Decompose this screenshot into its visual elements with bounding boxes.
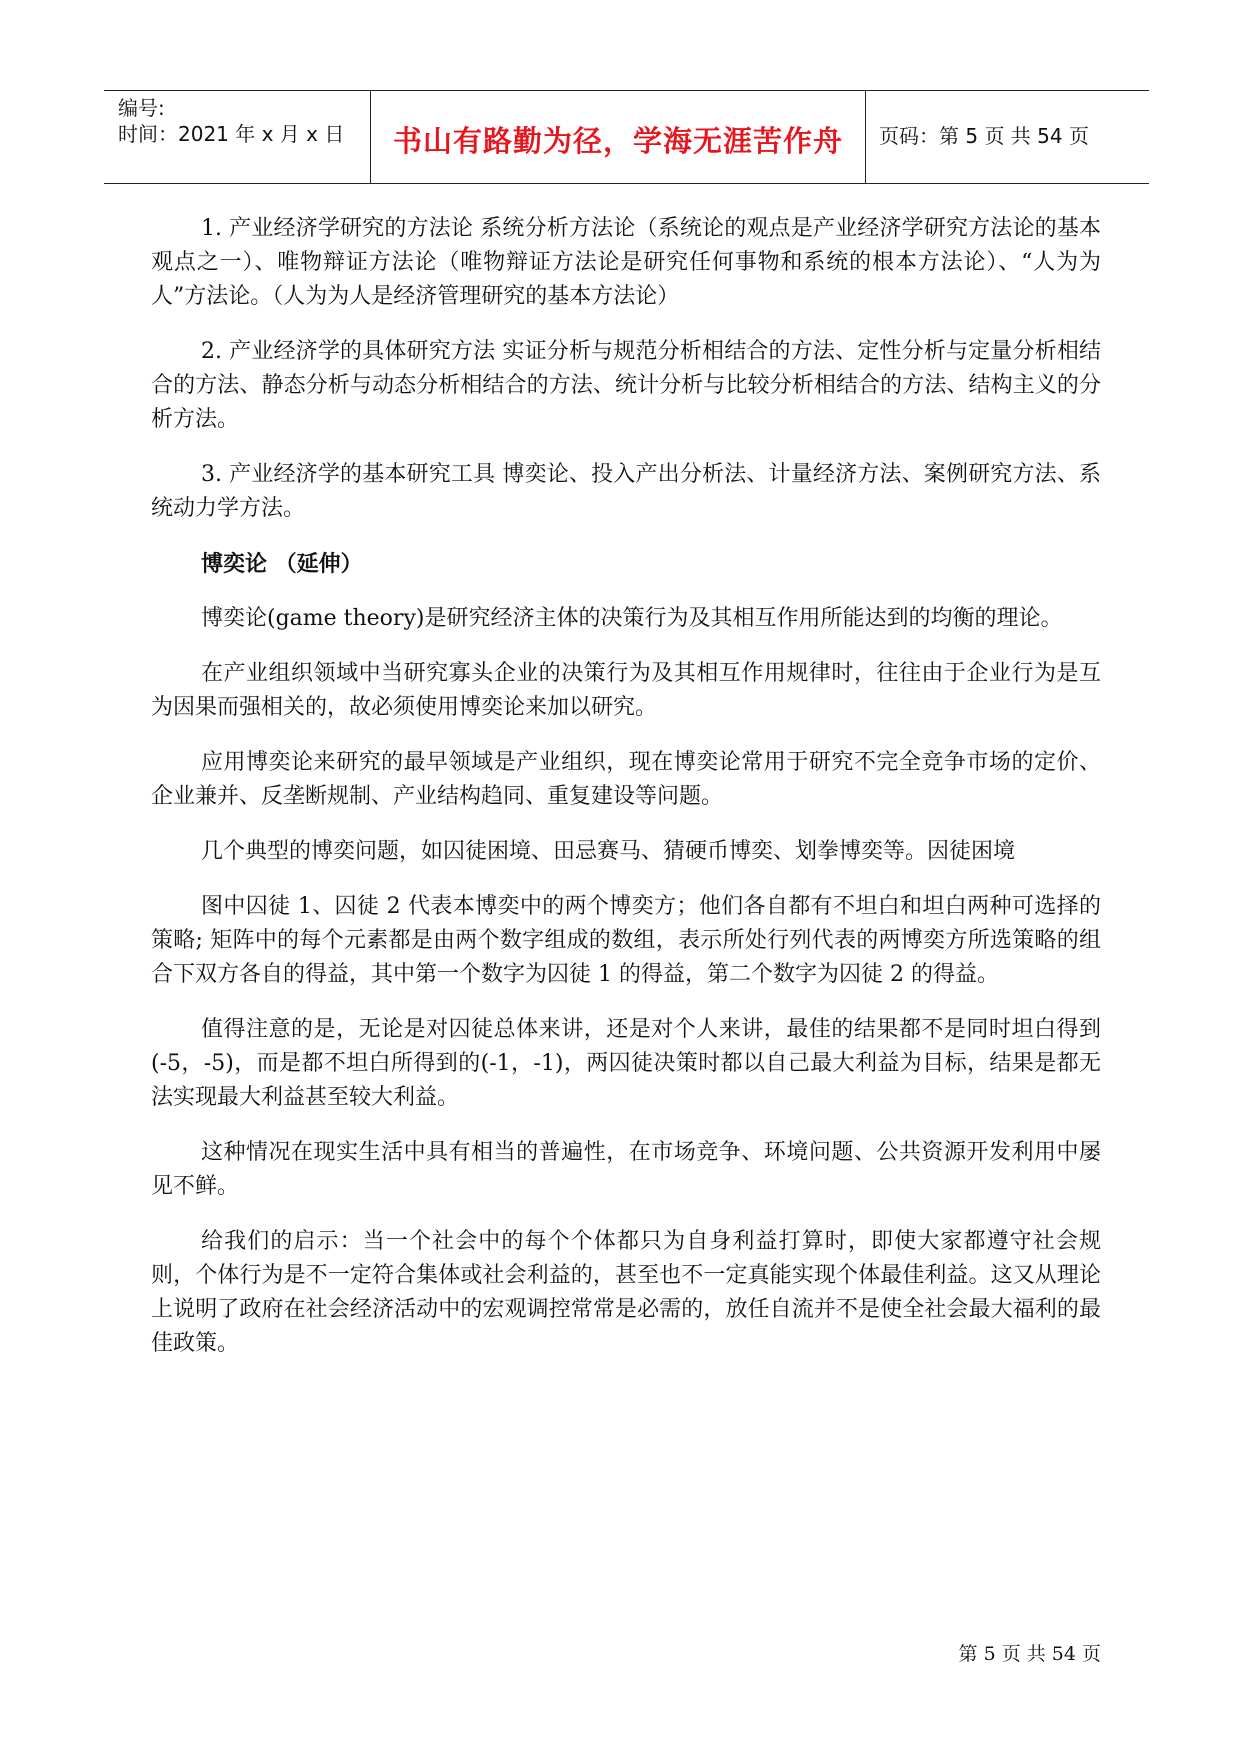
paragraph-methodology: 1. 产业经济学研究的方法论 系统分析方法论（系统论的观点是产业经济学研究方法论的基本观点之一）、唯物辩证方法论（唯物辩证方法论是研究任何事物和系统的根本方法论）、“人为为人”方法论。（人为为人是经济管理研究的基本方法论） <box>151 216 1101 309</box>
time-label: 时间：2021 年 x 月 x 日 <box>118 122 345 146</box>
paragraph-implication: 给我们的启示：当一个社会中的每个个体都只为自身利益打算时，即使大家都遵守社会规则，个体行为是不一定符合集体或社会利益的，甚至也不一定真能实现个体最佳利益。这又从理论上说明了政府在社会经济活动中的宏观调控常常是必需的，放任自流并不是使全社会最大福利的最佳政策。 <box>151 1229 1101 1356</box>
paragraph-typical-problems: 几个典型的博奕问题，如囚徒困境、田忌赛马、猜硬币博奕、划拳博奕等。因徒困境 <box>201 839 1016 864</box>
paragraph-game-theory-definition: 博奕论(game theory)是研究经济主体的决策行为及其相互作用所能达到的均衡的理论。 <box>201 606 1063 631</box>
paragraph-oligopoly: 在产业组织领域中当研究寡头企业的决策行为及其相互作用规律时，往往由于企业行为是互为因果而强相关的，故必须使用博奕论来加以研究。 <box>151 661 1101 720</box>
paragraph-research-tools: 3. 产业经济学的基本研究工具 博奕论、投入产出分析法、计量经济方法、案例研究方法、系统动力学方法。 <box>151 462 1101 521</box>
header-right-cell <box>865 91 1149 183</box>
header-motto-cell <box>370 91 866 183</box>
header-left-cell <box>104 91 370 183</box>
section-heading: 博奕论 （延伸） <box>201 551 363 577</box>
page-number-label: 页码：第 5 页 共 54 页 <box>879 124 1089 148</box>
document-body <box>151 212 1101 1382</box>
paragraph-note: 值得注意的是，无论是对囚徒总体来讲，还是对个人来讲，最佳的结果都不是同时坦白得到(-5，-5)，而是都不坦白所得到的(-1，-1)，两囚徒决策时都以自己最大利益为目标，结果是都无法实现最大利益甚至较大利益。 <box>151 1017 1101 1110</box>
motto-text: 书山有路勤为径，学海无涯苦作舟 <box>392 124 843 158</box>
paragraph-universality: 这种情况在现实生活中具有相当的普遍性，在市场竞争、环境问题、公共资源开发利用中屡见不鲜。 <box>151 1140 1101 1199</box>
number-label: 编号: <box>118 96 165 120</box>
paragraph-prisoners: 图中囚徒 1、囚徒 2 代表本博奕中的两个博奕方；他们各自都有不坦白和坦白两种可选择的策略; 矩阵中的每个元素都是由两个数字组成的数组，表示所处行列代表的两博奕方所选策略的组合下双方各自的得益，其中第一个数字为囚徒 1 的得益，第二个数字为囚徒 2 的得益。 <box>151 894 1101 987</box>
page-footer: 第 5 页 共 54 页 <box>958 1643 1101 1665</box>
paragraph-earliest-field: 应用博奕论来研究的最早领域是产业组织，现在博奕论常用于研究不完全竞争市场的定价、企业兼并、反垄断规制、产业结构趋同、重复建设等问题。 <box>151 750 1101 809</box>
page-header <box>104 90 1149 184</box>
paragraph-research-methods: 2. 产业经济学的具体研究方法 实证分析与规范分析相结合的方法、定性分析与定量分析相结合的方法、静态分析与动态分析相结合的方法、统计分析与比较分析相结合的方法、结构主义的分析方法。 <box>151 339 1101 432</box>
